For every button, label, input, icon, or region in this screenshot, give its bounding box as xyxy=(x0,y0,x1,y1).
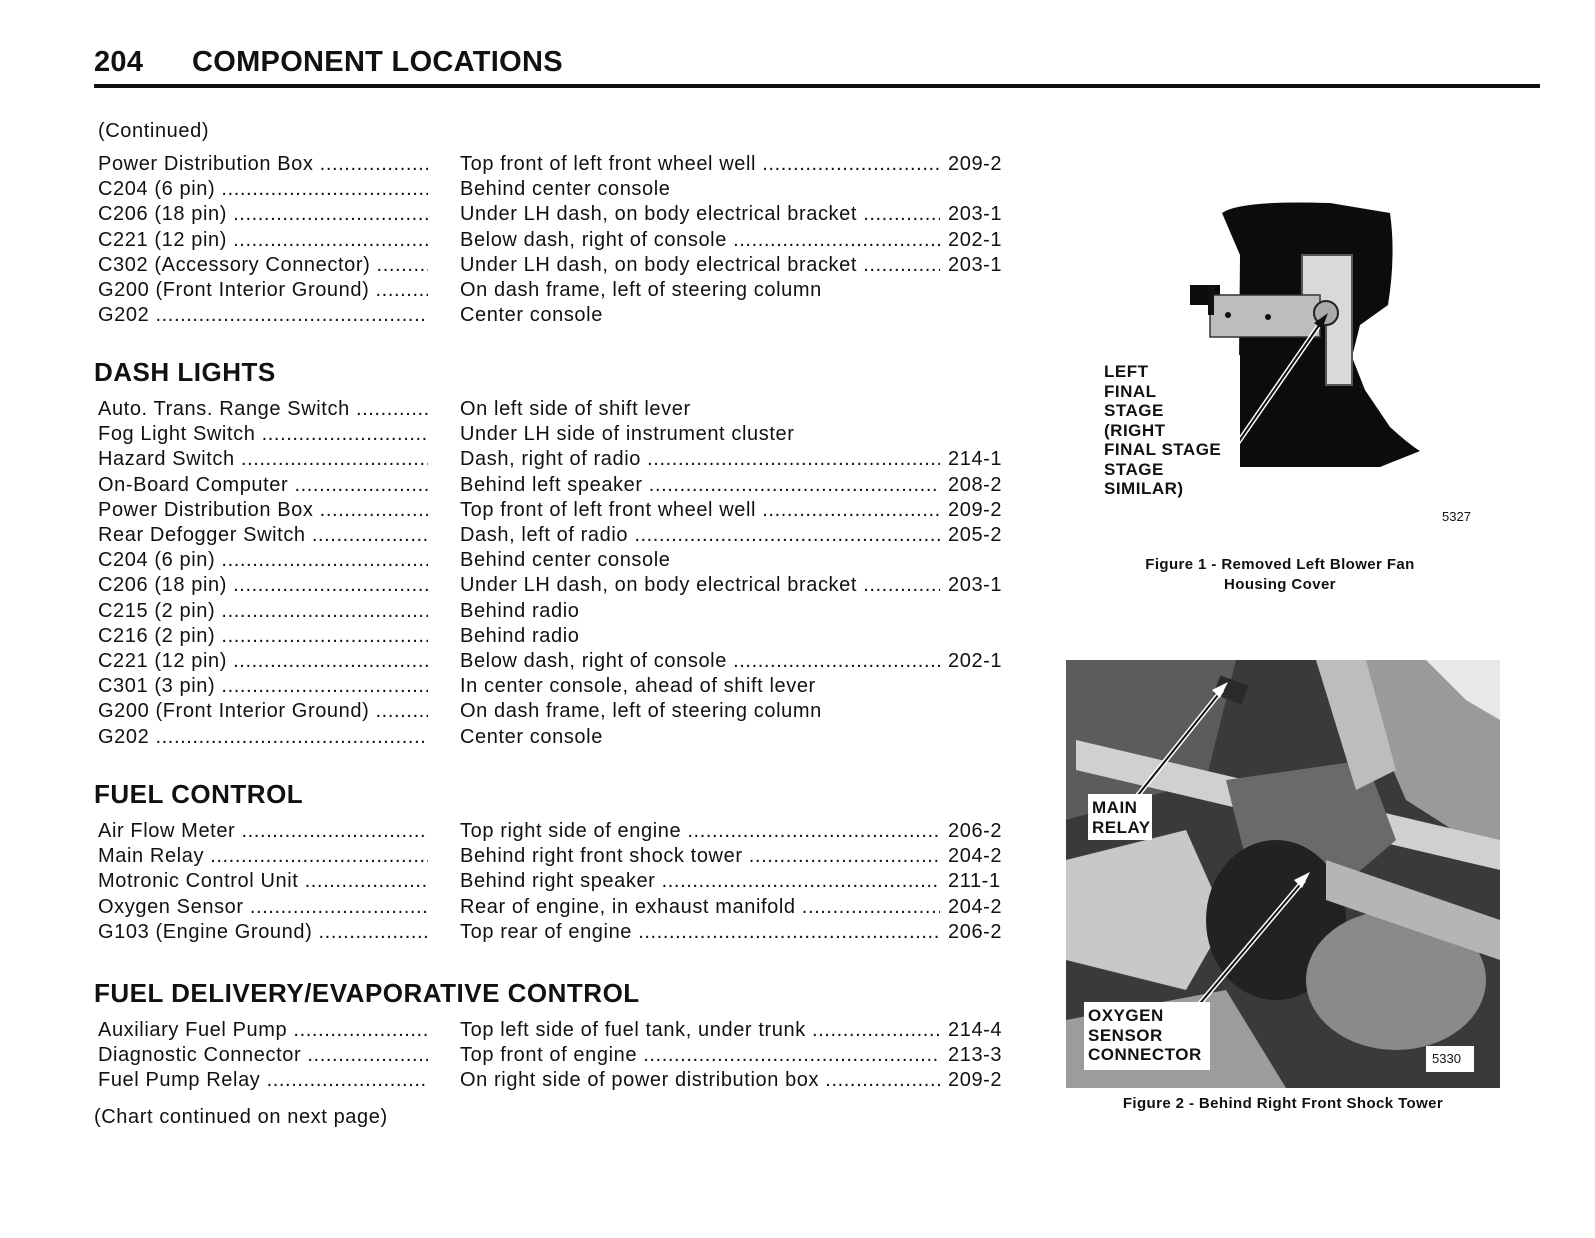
component-location: Under LH side of instrument cluster xyxy=(460,423,795,446)
component-location: Behind radio xyxy=(460,624,580,647)
component-name: C302 (Accessory Connector) ..... xyxy=(98,254,428,277)
page-header xyxy=(94,44,1540,88)
table-row xyxy=(98,650,1038,675)
figure-reference: 202-1 xyxy=(948,228,1003,251)
figure-reference: 203-1 xyxy=(948,253,1003,276)
component-location: Under LH dash, on body electrical bracket ..... xyxy=(460,254,940,277)
oxygen-sensor-label: OXYGEN SENSOR CONNECTOR xyxy=(1088,1006,1202,1064)
component-name: C204 (6 pin) ..... xyxy=(98,549,428,572)
component-location: On dash frame, left of steering column xyxy=(460,700,822,723)
figure-1 xyxy=(1090,195,1471,615)
table-row xyxy=(98,153,1038,178)
component-name: Motronic Control Unit ..... xyxy=(98,870,428,893)
component-location: Under LH dash, on body electrical bracket ..... xyxy=(460,574,940,597)
component-name: Rear Defogger Switch ..... xyxy=(98,524,428,547)
figure-reference: 206-2 xyxy=(948,920,1003,943)
component-name: Oxygen Sensor ..... xyxy=(98,896,428,919)
component-location: On right side of power distribution box ..... xyxy=(460,1069,940,1092)
component-name: G202 ..... xyxy=(98,304,428,327)
component-name: Air Flow Meter ..... xyxy=(98,820,428,843)
component-name: C221 (12 pin) ..... xyxy=(98,229,428,252)
component-name: Main Relay ..... xyxy=(98,845,428,868)
component-name: C206 (18 pin) ..... xyxy=(98,203,428,226)
component-location: Behind right front shock tower ..... xyxy=(460,845,940,868)
component-location: Top left side of fuel tank, under trunk ..... xyxy=(460,1019,940,1042)
figure-reference: 209-2 xyxy=(948,153,1003,175)
table-row xyxy=(98,279,1038,304)
page-number: 204 xyxy=(94,46,144,78)
figure-1-caption: Figure 1 - Removed Left Blower Fan Housing Cover xyxy=(1145,556,1415,593)
component-name: G200 (Front Interior Ground) ..... xyxy=(98,700,428,723)
component-location: Rear of engine, in exhaust manifold ..... xyxy=(460,896,940,919)
component-location: Center console xyxy=(460,304,603,327)
component-name: G202 ..... xyxy=(98,726,428,749)
table-row xyxy=(98,625,1038,650)
figure-reference: 209-2 xyxy=(948,1069,1003,1092)
table-row xyxy=(98,870,1038,895)
component-name: C216 (2 pin) ..... xyxy=(98,625,428,648)
component-location: Top front of left front wheel well ..... xyxy=(460,499,940,522)
table-row xyxy=(98,921,1038,946)
table-row xyxy=(98,675,1038,700)
figure-reference: 211-1 xyxy=(948,870,1001,893)
figure-2-number: 5330 xyxy=(1432,1051,1461,1066)
component-location: In center console, ahead of shift lever xyxy=(460,675,816,698)
table-row xyxy=(98,304,1038,329)
main-relay-label: MAIN RELAY xyxy=(1092,798,1151,837)
component-location: Behind radio xyxy=(460,599,580,622)
table-row xyxy=(98,1069,1038,1094)
table-row xyxy=(98,423,1038,448)
component-location: On dash frame, left of steering column xyxy=(460,279,822,301)
section-heading: FUEL CONTROL xyxy=(94,779,304,809)
table-row xyxy=(98,398,1038,423)
figure-2-caption: Figure 2 - Behind Right Front Shock Tower xyxy=(1122,1095,1444,1112)
table-row xyxy=(98,448,1038,473)
component-name: C204 (6 pin) ..... xyxy=(98,178,428,201)
component-name: C301 (3 pin) ..... xyxy=(98,675,428,698)
section-heading: FUEL DELIVERY/EVAPORATIVE CONTROL xyxy=(94,978,640,1008)
component-name: Power Distribution Box ..... xyxy=(98,153,428,176)
table-row xyxy=(98,820,1038,845)
figure-reference: 204-2 xyxy=(948,895,1003,918)
component-location: Below dash, right of console ..... xyxy=(460,229,940,252)
figure-reference: 209-2 xyxy=(948,498,1003,521)
component-location: Under LH dash, on body electrical bracket ..... xyxy=(460,203,940,226)
figure-reference: 208-2 xyxy=(948,473,1003,496)
component-name: Auxiliary Fuel Pump ..... xyxy=(98,1019,428,1042)
figure-reference: 203-1 xyxy=(948,203,1003,226)
section-heading: DASH LIGHTS xyxy=(94,357,276,387)
table-row xyxy=(98,845,1038,870)
component-name: C221 (12 pin) ..... xyxy=(98,650,428,673)
figure-reference: 204-2 xyxy=(948,845,1003,868)
component-name: On-Board Computer ..... xyxy=(98,474,428,497)
component-location: Dash, right of radio ..... xyxy=(460,448,940,471)
component-location: Below dash, right of console ..... xyxy=(460,650,940,673)
component-location: Behind center console xyxy=(460,549,671,572)
table-row xyxy=(98,229,1038,254)
component-name: Power Distribution Box ..... xyxy=(98,499,428,522)
table-row xyxy=(98,1044,1038,1069)
component-name: Fuel Pump Relay ..... xyxy=(98,1069,428,1092)
component-name: C206 (18 pin) ..... xyxy=(98,574,428,597)
table-row xyxy=(98,1019,1038,1044)
component-name: Hazard Switch ..... xyxy=(98,448,428,471)
component-name: Auto. Trans. Range Switch ..... xyxy=(98,398,428,421)
table-row xyxy=(98,499,1038,524)
component-location: Behind center console xyxy=(460,178,671,201)
figure-1-label: LEFT FINAL STAGE (RIGHT FINAL STAGE STAGE SIMILAR) xyxy=(1104,362,1222,498)
continued-note: (Continued) xyxy=(98,120,210,142)
table-row xyxy=(98,574,1038,599)
page-title: COMPONENT LOCATIONS xyxy=(192,46,563,78)
component-name: G200 (Front Interior Ground) ..... xyxy=(98,279,428,302)
component-location: On left side of shift lever xyxy=(460,398,691,420)
component-location: Top right side of engine ..... xyxy=(460,820,940,843)
component-name: G103 (Engine Ground) ..... xyxy=(98,921,428,944)
figure-reference: 214-4 xyxy=(948,1019,1003,1041)
figure-reference: 203-1 xyxy=(948,574,1003,597)
table-row xyxy=(98,254,1038,279)
table-row xyxy=(98,178,1038,203)
table-row xyxy=(98,203,1038,228)
figure-2 xyxy=(1066,660,1500,1130)
component-location: Dash, left of radio ..... xyxy=(460,524,940,547)
figure-reference: 206-2 xyxy=(948,820,1003,842)
component-location: Center console xyxy=(460,725,603,748)
table-row xyxy=(98,700,1038,725)
component-location: Behind left speaker ..... xyxy=(460,474,940,497)
figure-reference: 202-1 xyxy=(948,650,1003,672)
table-row xyxy=(98,726,1038,751)
component-location: Top rear of engine ..... xyxy=(460,921,940,944)
component-name: C215 (2 pin) ..... xyxy=(98,600,428,623)
table-row xyxy=(98,474,1038,499)
table-row xyxy=(98,896,1038,921)
figure-reference: 205-2 xyxy=(948,524,1003,546)
table-row xyxy=(98,600,1038,625)
figure-1-number: 5327 xyxy=(1442,509,1471,524)
footer-note: (Chart continued on next page) xyxy=(94,1106,388,1128)
table-row xyxy=(98,549,1038,574)
table-row xyxy=(98,524,1038,549)
component-location: Top front of left front wheel well ..... xyxy=(460,153,940,176)
component-name: Diagnostic Connector ..... xyxy=(98,1044,428,1067)
figure-reference: 214-1 xyxy=(948,448,1003,471)
component-location: Behind right speaker ..... xyxy=(460,870,940,893)
figure-reference: 213-3 xyxy=(948,1044,1003,1067)
component-name: Fog Light Switch ..... xyxy=(98,423,428,446)
component-location: Top front of engine ..... xyxy=(460,1044,940,1067)
